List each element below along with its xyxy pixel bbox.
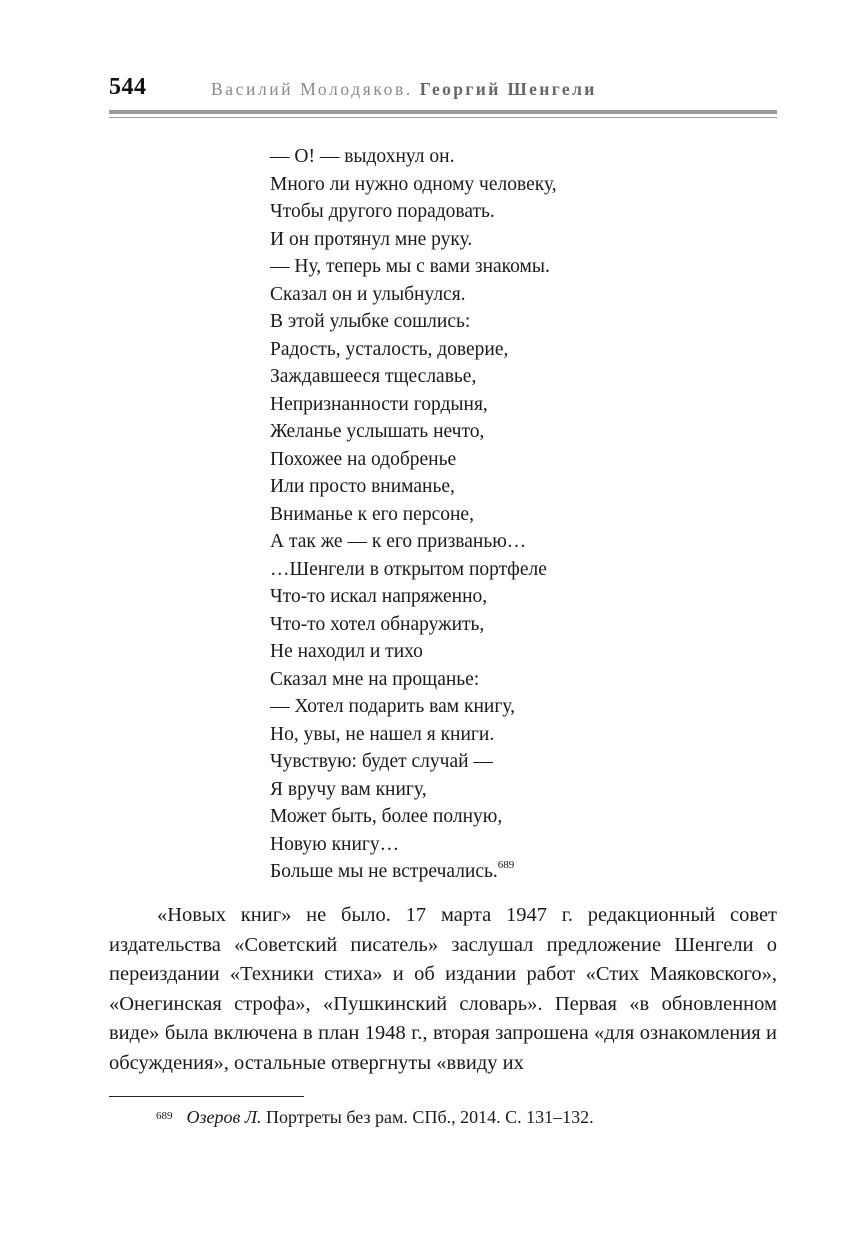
running-head [211, 79, 597, 100]
poem-line: А так же — к его призванью… [270, 531, 527, 552]
poem-line: …Шенгели в открытом портфеле [270, 558, 547, 580]
footnote-number: 689 [156, 1110, 173, 1122]
poem-last-line-text: Больше мы не встречались. [270, 861, 498, 882]
poem-line: Похожее на одобренье [270, 448, 457, 470]
poem-line: Может быть, более полную, [270, 806, 503, 827]
poem-line: — О! — выдохнул он. [270, 146, 455, 167]
header-rule-thick [109, 110, 777, 114]
poem-line: В этой улыбке сошлись: [270, 311, 471, 332]
poem [270, 143, 740, 886]
body-paragraph: «Новых книг» не было. 17 марта 1947 г. редакционный совет издательства «Советский писатель» заслушал предложение Шенгели о переиздании «Техники стиха» и об издании работ «Стих Маяковского», «Онегинская строфа», «Пушкинский словарь». Первая «в обновленном виде» была включена в план 1948 г., вторая запрошена «для ознакомления и обсуждения», остальные отвергнуты «ввиду их [109, 904, 777, 1074]
page-number: 544 [109, 74, 147, 100]
footnote-text: Портреты без рам. СПб., 2014. С. 131–132. [266, 1107, 594, 1127]
poem-line: Но, увы, не нашел я книги. [270, 723, 495, 745]
poem-line: Я вручу вам книгу, [270, 778, 427, 800]
poem-line: Много ли нужно одному человеку, [270, 173, 557, 195]
poem-line: Чувствую: будет случай — [270, 751, 493, 772]
poem-line: — Ну, теперь мы с вами знакомы. [270, 256, 550, 277]
footnote [156, 1104, 594, 1130]
footnote-rule [109, 1096, 304, 1097]
poem-line: Не находил и тихо [270, 641, 423, 662]
poem-line: Новую книгу… [270, 833, 400, 855]
header-rule-thin [109, 117, 777, 118]
poem-last-line [270, 858, 740, 886]
poem-line: — Хотел подарить вам книгу, [270, 696, 516, 717]
poem-line: Сказал он и улыбнулся. [270, 283, 466, 305]
footnote-author: Озеров Л. [186, 1107, 262, 1127]
poem-line: Непризнанности гордыня, [270, 393, 488, 415]
poem-line: Заждавшееся тщеславье, [270, 366, 477, 387]
poem-line: Что-то хотел обнаружить, [270, 613, 485, 635]
footnote-reference[interactable]: 689 [497, 858, 515, 871]
poem-line: Желанье услышать нечто, [270, 421, 485, 442]
running-head-author: Василий Молодяков. [211, 79, 413, 99]
poem-line: Радость, усталость, доверие, [270, 338, 509, 360]
poem-line: И он протянул мне руку. [270, 228, 473, 250]
poem-line: Что-то искал напряженно, [270, 586, 488, 607]
running-head-title: Георгий Шенгели [419, 79, 597, 99]
poem-line: Чтобы другого порадовать. [270, 201, 495, 222]
poem-line: Вниманье к его персоне, [270, 503, 474, 525]
poem-line: Сказал мне на прощанье: [270, 668, 480, 690]
poem-line: Или просто вниманье, [270, 476, 455, 497]
page-header [109, 72, 777, 108]
